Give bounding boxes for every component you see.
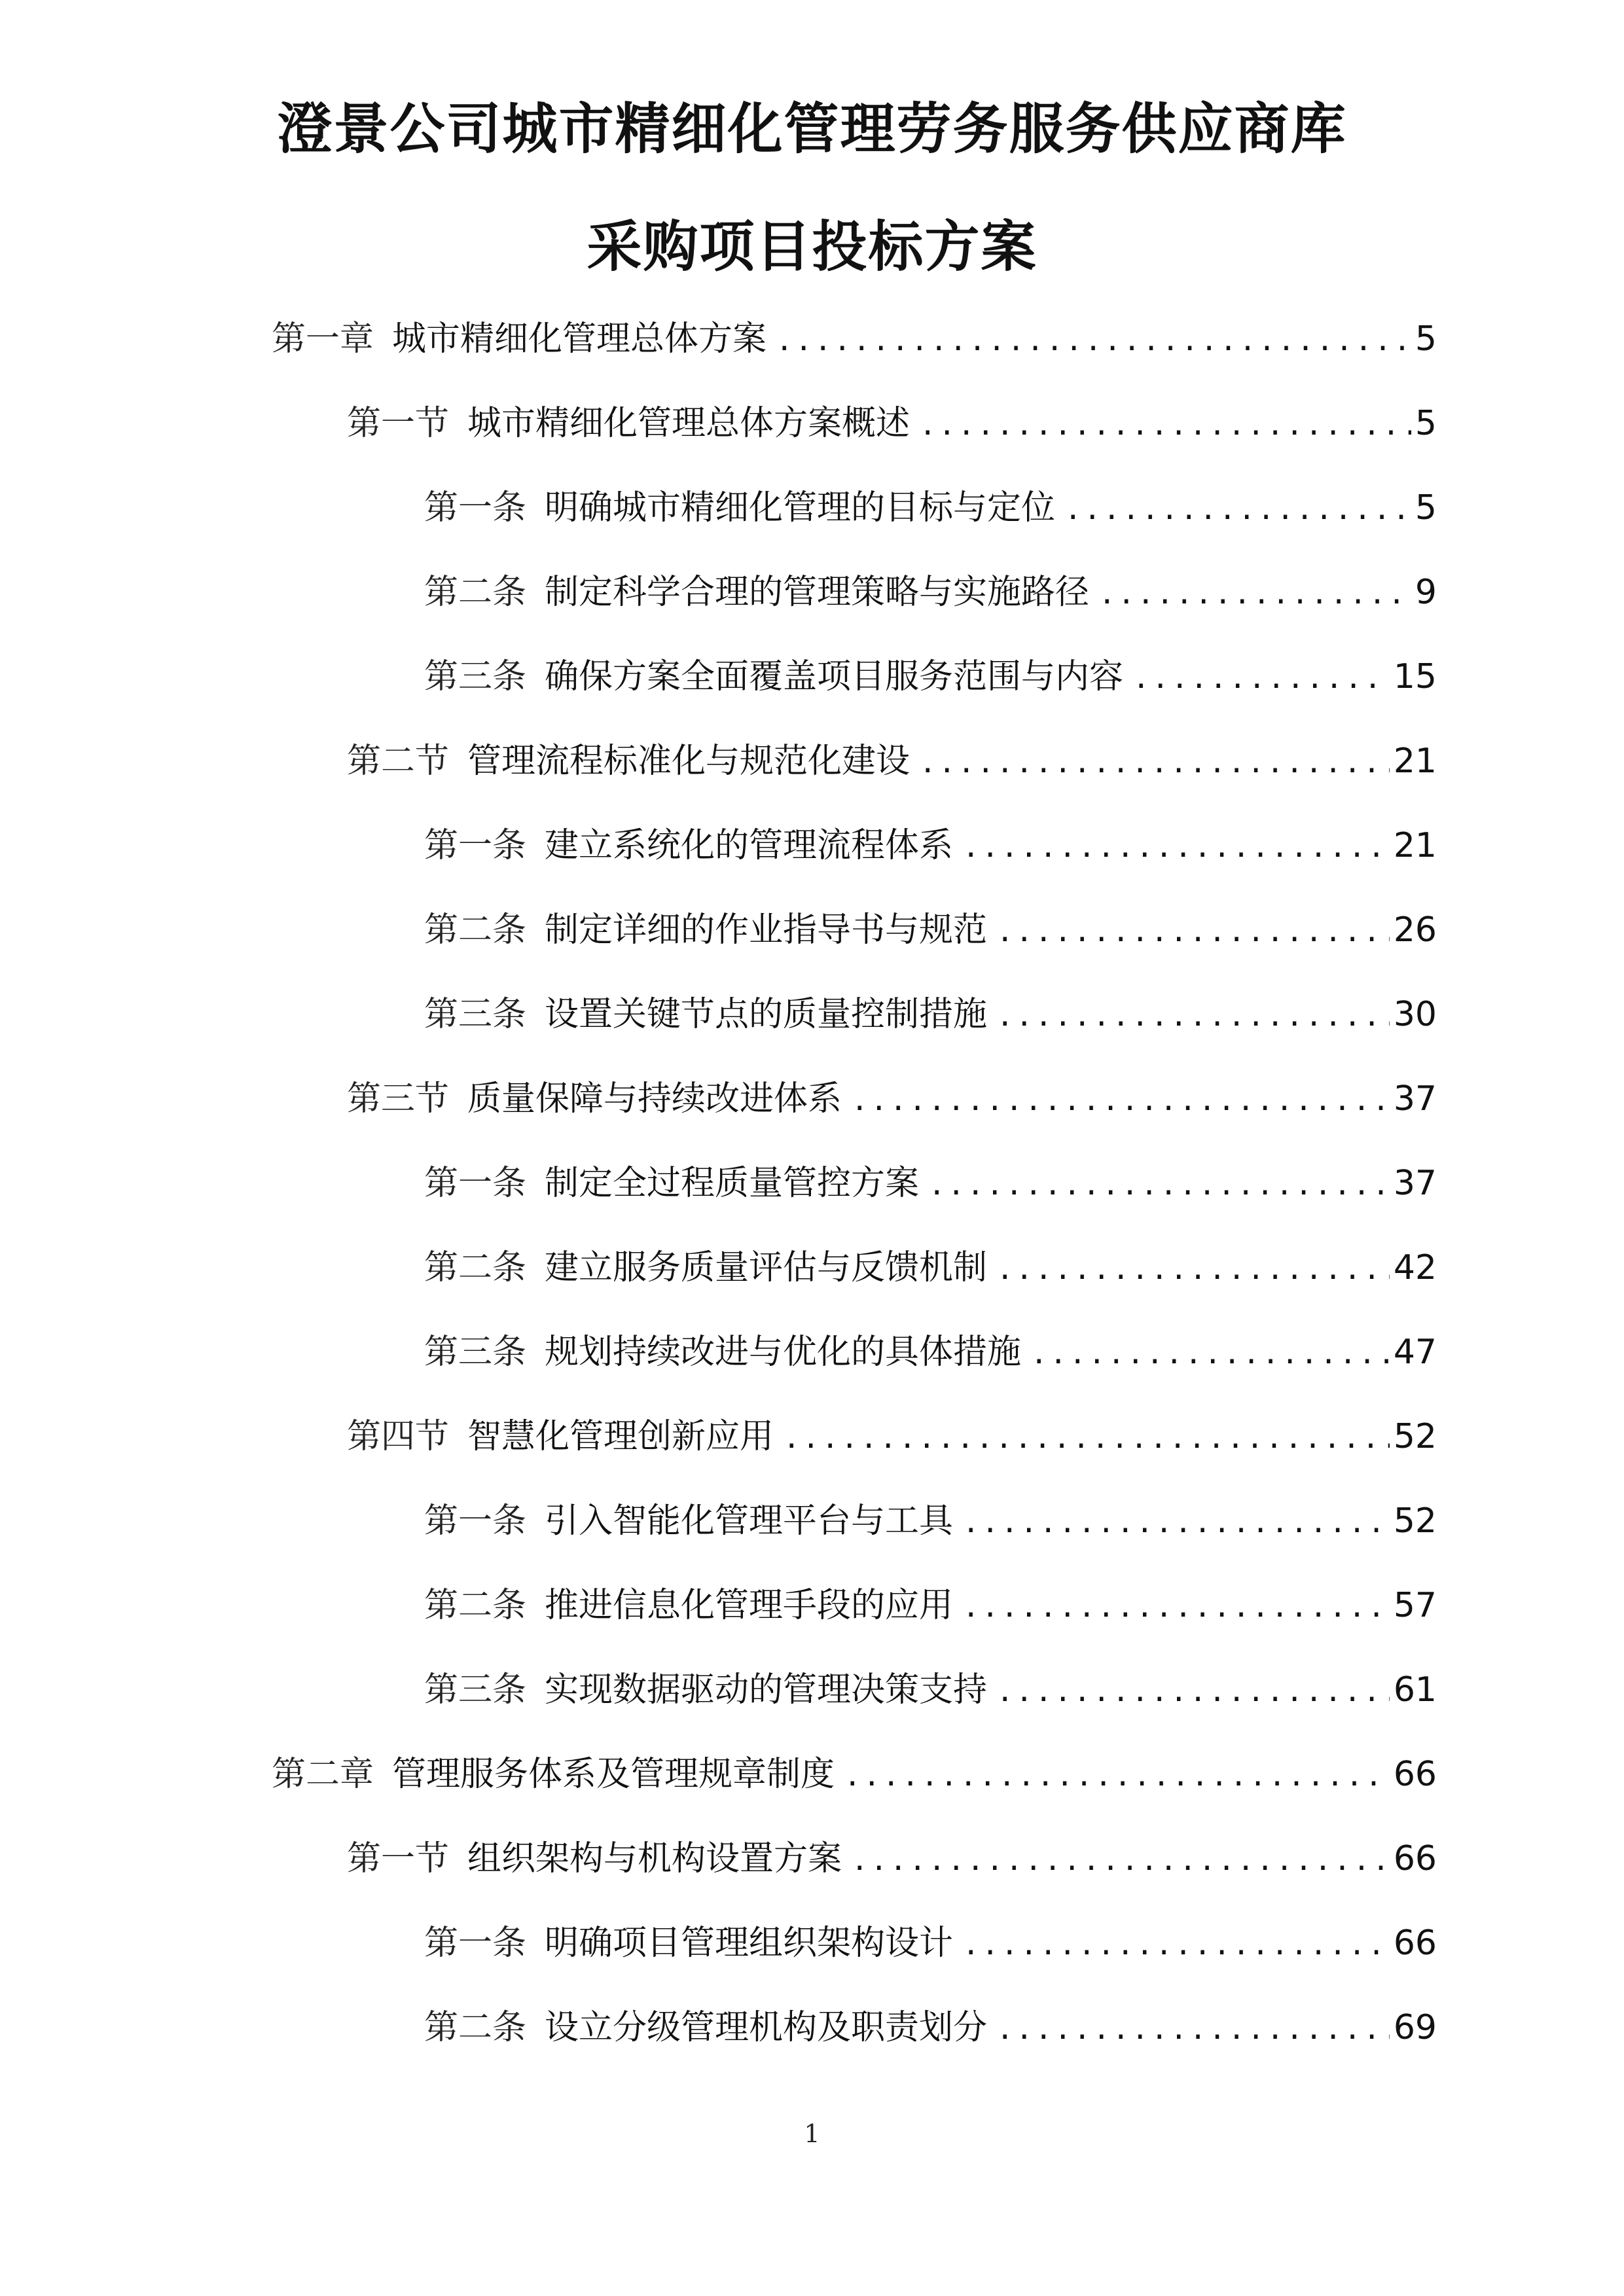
toc-entry[interactable] [424,1579,1437,1632]
toc-entry-page: 26 [1393,910,1437,950]
toc-entry[interactable] [424,566,1437,619]
toc-dot-leader [996,906,1390,958]
toc-entry-page: 37 [1393,1164,1437,1203]
toc-entry-prefix: 第一节 [347,1839,450,1878]
toc-entry-page: 5 [1415,404,1437,443]
toc-entry-prefix: 第二条 [424,2008,527,2047]
toc-entry-title: 质量保障与持续改进体系 [467,1079,842,1119]
toc-entry-title: 建立系统化的管理流程体系 [545,826,954,865]
toc-entry-page: 15 [1393,657,1437,696]
toc-dot-leader [783,1412,1390,1465]
toc-entry-title: 管理服务体系及管理规章制度 [392,1755,835,1794]
toc-dot-leader [919,737,1390,789]
toc-entry-prefix: 第一条 [424,1924,527,1963]
toc-entry-title: 制定科学合理的管理策略与实施路径 [545,573,1090,612]
toc-entry-prefix: 第一条 [424,1501,527,1541]
toc-entry[interactable] [424,1242,1437,1294]
toc-entry[interactable] [424,1917,1437,1969]
toc-entry-prefix: 第三条 [424,1670,527,1710]
toc-dot-leader [962,821,1390,874]
toc-entry-title: 明确项目管理组织架构设计 [545,1924,954,1963]
toc-dot-leader [851,1835,1390,1887]
toc-entry-prefix: 第一条 [424,1164,527,1203]
toc-entry[interactable] [424,1157,1437,1210]
toc-entry-title: 推进信息化管理手段的应用 [545,1586,954,1625]
toc-entry-title: 城市精细化管理总体方案概述 [467,404,911,443]
toc-entry[interactable] [424,482,1437,534]
toc-entry-page: 69 [1393,2008,1437,2047]
toc-entry-page: 21 [1393,742,1437,781]
toc-entry-page: 66 [1393,1839,1437,1878]
toc-entry-prefix: 第四节 [347,1417,450,1456]
toc-entry[interactable] [424,904,1437,956]
toc-dot-leader [1030,1328,1390,1380]
toc-entry-page: 21 [1393,826,1437,865]
toc-dot-leader [996,1244,1390,1296]
toc-entry[interactable] [424,819,1437,872]
toc-entry-page: 61 [1393,1670,1437,1710]
toc-entry-prefix: 第三节 [347,1079,450,1119]
toc-entry[interactable] [272,313,1437,365]
toc-entry-title: 组织架构与机构设置方案 [467,1839,842,1878]
toc-entry-page: 30 [1393,995,1437,1034]
toc-entry-page: 66 [1393,1924,1437,1963]
toc-entry-title: 设置关键节点的质量控制措施 [545,995,988,1034]
toc-entry-page: 5 [1415,488,1437,528]
toc-entry-title: 管理流程标准化与规范化建设 [467,742,911,781]
toc-dot-leader [962,1919,1390,1971]
toc-entry-prefix: 第三条 [424,1333,527,1372]
toc-dot-leader [996,990,1390,1043]
toc-entry-title: 智慧化管理创新应用 [467,1417,774,1456]
toc-entry-page: 5 [1415,319,1437,359]
toc-entry[interactable] [424,651,1437,703]
toc-entry-title: 引入智能化管理平台与工具 [545,1501,954,1541]
toc-dot-leader [996,1666,1390,1718]
toc-entry[interactable] [347,1073,1437,1125]
toc-entry-prefix: 第三条 [424,657,527,696]
toc-dot-leader [996,2003,1390,2056]
toc-entry-prefix: 第二节 [347,742,450,781]
toc-entry-title: 城市精细化管理总体方案 [392,319,767,359]
toc-entry-prefix: 第二条 [424,910,527,950]
toc-entry-title: 规划持续改进与优化的具体措施 [545,1333,1022,1372]
toc-entry-title: 实现数据驱动的管理决策支持 [545,1670,988,1710]
toc-entry-title: 设立分级管理机构及职责划分 [545,2008,988,2047]
toc-dot-leader [844,1750,1390,1803]
toc-entry-page: 52 [1393,1417,1437,1456]
toc-entry-title: 明确城市精细化管理的目标与定位 [545,488,1056,528]
toc-entry[interactable] [424,2001,1437,2054]
document-title-line-1: 澄景公司城市精细化管理劳务服务供应商库 [277,97,1347,161]
toc-entry-page: 47 [1393,1333,1437,1372]
toc-entry[interactable] [347,1410,1437,1463]
toc-entry[interactable] [424,988,1437,1041]
toc-dot-leader [919,399,1411,452]
toc-entry-prefix: 第二条 [424,1248,527,1287]
toc-entry-title: 制定详细的作业指导书与规范 [545,910,988,950]
toc-entry-prefix: 第二章 [272,1755,374,1794]
toc-entry-prefix: 第一节 [347,404,450,443]
toc-entry[interactable] [347,735,1437,787]
toc-entry-prefix: 第二条 [424,573,527,612]
toc-dot-leader [1098,568,1411,620]
toc-dot-leader [928,1159,1390,1211]
toc-dot-leader [851,1075,1390,1127]
toc-entry-prefix: 第一条 [424,488,527,528]
toc-entry-page: 66 [1393,1755,1437,1794]
document-title-line-2: 采购项目投标方案 [586,215,1038,279]
toc-dot-leader [776,315,1411,367]
toc-entry-title: 建立服务质量评估与反馈机制 [545,1248,988,1287]
toc-entry-prefix: 第三条 [424,995,527,1034]
toc-entry[interactable] [347,1833,1437,1885]
toc-entry[interactable] [424,1495,1437,1547]
toc-entry-title: 制定全过程质量管控方案 [545,1164,920,1203]
toc-entry-title: 确保方案全面覆盖项目服务范围与内容 [545,657,1124,696]
toc-dot-leader [1132,653,1390,705]
toc-entry[interactable] [424,1664,1437,1716]
toc-entry-prefix: 第一条 [424,826,527,865]
toc-dot-leader [1064,484,1411,536]
toc-entry[interactable] [272,1748,1437,1801]
toc-entry-prefix: 第二条 [424,1586,527,1625]
toc-dot-leader [962,1581,1390,1634]
toc-entry-page: 52 [1393,1501,1437,1541]
toc-entry-page: 9 [1415,573,1437,612]
toc-entry-page: 57 [1393,1586,1437,1625]
toc-dot-leader [962,1497,1390,1549]
toc-entry-prefix: 第一章 [272,319,374,359]
page-number: 1 [804,2119,820,2148]
toc-entry[interactable] [424,1326,1437,1378]
toc-entry[interactable] [347,397,1437,450]
toc-entry-page: 37 [1393,1079,1437,1119]
toc-entry-page: 42 [1393,1248,1437,1287]
